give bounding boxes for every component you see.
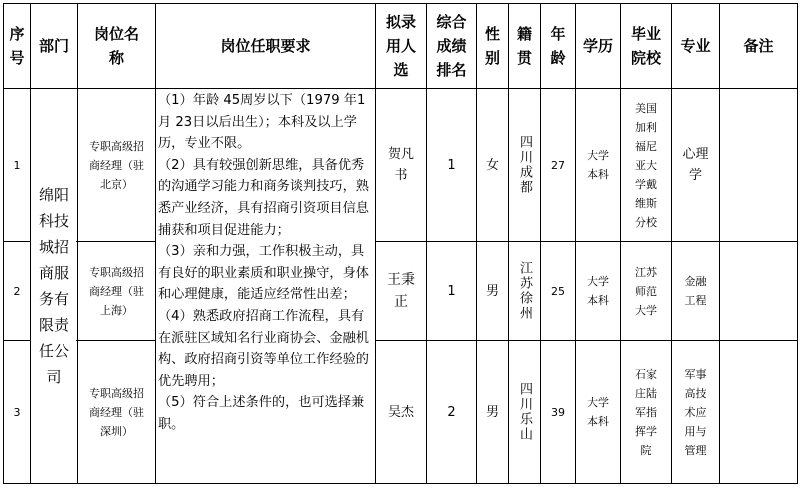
row3-remark	[720, 341, 797, 483]
row3-origin: 四川乐山	[517, 382, 532, 442]
row1-origin: 四川成都	[517, 135, 532, 195]
requirement-item: （3）亲和力强，工作积极主动，具有良好的职业素质和职业操守，身体和心理健康，能适应经常性出差；	[158, 244, 369, 303]
header-major: 专业	[680, 37, 711, 55]
requirement-item: （4）熟悉政府招商工作流程，具有在派驻区域知名行业商协会、金融机构、政府招商引资等单位工作经验的优先聘用；	[158, 308, 369, 389]
row3-position: 专职高级招商经理（驻深圳）	[89, 386, 144, 438]
row2-major: 金融工程	[684, 275, 707, 307]
row3-rank: 2	[447, 404, 456, 420]
row2-remark	[720, 242, 797, 340]
header-gender: 性别	[484, 25, 500, 67]
row2-candidate: 王秉正	[387, 272, 415, 310]
department-cell: 绵阳科技城招商服务有限责任公司	[38, 186, 69, 386]
row1-position: 专职高级招商经理（驻北京）	[89, 139, 144, 191]
row1-seq: 1	[13, 158, 21, 172]
row2-age: 25	[551, 284, 565, 298]
header-school: 毕业院校	[630, 25, 661, 67]
row2-origin: 江苏徐州	[517, 261, 532, 321]
header-rank: 综合成绩排名	[436, 13, 467, 79]
requirement-item: （1）年龄 45周岁以下（1979 年1月 23日以后出生）；本科及以上学历，专业不限。	[158, 93, 366, 152]
header-candidate: 拟录用人选	[385, 13, 416, 79]
header-education: 学历	[582, 37, 613, 55]
header-position: 岗位名称	[93, 25, 139, 67]
row1-major: 心理学	[682, 147, 709, 183]
row2-rank: 1	[447, 283, 456, 299]
grid-line	[3, 483, 798, 484]
header-remark: 备注	[743, 37, 774, 55]
row3-candidate: 吴杰	[387, 404, 414, 420]
row2-education: 大学本科	[587, 275, 609, 307]
row2-position: 专职高级招商经理（驻上海）	[89, 265, 144, 317]
header-age: 年龄	[550, 25, 566, 67]
row1-education: 大学本科	[587, 149, 609, 181]
header-seq: 序号	[9, 25, 25, 67]
header-dept: 部门	[38, 37, 69, 55]
row3-school: 石家庄陆军指挥学院	[635, 367, 657, 457]
row3-education: 大学本科	[587, 396, 609, 428]
row2-gender: 男	[485, 283, 499, 299]
header-requirements: 岗位任职要求	[220, 37, 311, 55]
row1-remark	[720, 89, 797, 241]
row1-gender: 女	[485, 157, 499, 173]
row2-school: 江苏师范大学	[635, 265, 657, 317]
row3-major: 军事高技术应用与管理	[684, 367, 707, 457]
row3-gender: 男	[485, 404, 499, 420]
row1-candidate: 贺凡书	[387, 147, 414, 183]
header-origin: 籍贯	[516, 25, 532, 67]
requirement-item: （2）具有较强创新思维，具备优秀的沟通学习能力和商务谈判技巧，熟悉产业经济，具有招商引资项目信息捕获和项目促进能力；	[158, 157, 369, 238]
requirement-item: （5）符合上述条件的，也可选择兼职。	[158, 395, 365, 432]
row1-rank: 1	[447, 157, 456, 173]
row1-school: 美国加利福尼亚大学戴维斯分校	[635, 101, 657, 229]
grid-line	[797, 3, 798, 484]
row3-age: 39	[551, 405, 565, 419]
row1-age: 27	[551, 158, 565, 172]
row2-seq: 2	[13, 284, 21, 298]
row3-seq: 3	[13, 405, 21, 419]
requirements-text	[158, 90, 372, 482]
